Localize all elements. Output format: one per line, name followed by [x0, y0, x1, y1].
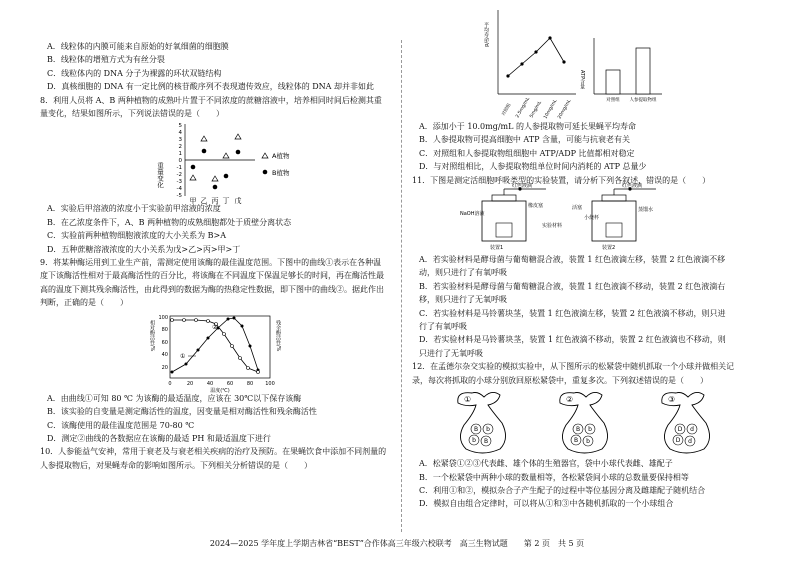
q8-category: 丙	[211, 197, 219, 206]
q9-ytick: 60	[161, 339, 168, 346]
q12-ball: B	[575, 426, 581, 434]
q10-atp-chart	[579, 38, 662, 103]
q9-xtick: 100	[265, 380, 275, 387]
q10-bar-control	[606, 70, 620, 94]
q8-point-b-yi	[201, 136, 207, 141]
q8-option-d: D．五种蔗糖溶液浓度的大小关系为戊>乙>丙>甲>丁	[47, 244, 241, 254]
q10-option-d: D．与对照组相比，人参提取物组单位时间内消耗的 ATP 总量少	[419, 162, 647, 172]
q8-ytick: 4	[178, 130, 182, 137]
q12-ball: b	[472, 437, 476, 445]
q8-weight-change-chart	[40, 120, 388, 206]
q10-bar-ylabel: ATP含量	[579, 70, 585, 90]
q11-option-b-2: 移，则只进行了无氧呼吸	[419, 295, 507, 305]
q9-xtick: 0	[168, 380, 172, 387]
q8-ylabel: 重量变化	[156, 162, 164, 189]
q10-line-xtick: 2.5mg/mL	[515, 96, 532, 119]
q12-ball: d	[690, 426, 694, 434]
q12-bag-number: ③	[668, 395, 676, 405]
q9-xlabel: 温度(℃)	[210, 387, 230, 394]
q9-enzyme-activity-chart	[40, 310, 388, 392]
q11-label: 实验材料	[542, 223, 563, 230]
q11-label: 红色液滴	[622, 183, 643, 190]
q9-ylabel-left: 相对酶活性/%	[149, 319, 155, 352]
q7-option-d: D．真核细胞的 DNA 有一定比例的核苷酸序列不表现遗传效应，线粒体的 DNA 却并非如此	[47, 82, 374, 92]
q10-lifespan-line	[508, 38, 564, 76]
q9-xtick: 80	[246, 380, 254, 387]
q8-option-b: B．在乙浓度条件下，A、B 两种植物的成熟细胞都处于质壁分离状态	[47, 217, 292, 227]
q9-xtick: 20	[186, 380, 194, 387]
q11-label: 装置2	[602, 245, 616, 252]
q10-bar-ginseng	[636, 48, 650, 94]
q8-ytick: 0	[178, 158, 182, 165]
q7-option-b: B．线粒体的增殖方式为有丝分裂	[47, 55, 165, 65]
q11-stem: 11．下图是测定活细胞呼吸类型的实验装置，请分析下列各叙述，错误的是（ ）	[412, 175, 711, 185]
q12-ball: D	[677, 426, 683, 434]
q8-legend-a-marker	[262, 153, 268, 158]
q11-label: 蒸馏水	[638, 207, 654, 214]
q9-ytick: 80	[161, 326, 168, 333]
right-column	[412, 8, 764, 511]
q12-bag-3	[662, 393, 710, 454]
q12-option-c: C．利用①和②，模拟杂合子产生配子的过程中等位基因分离及雌雄配子随机结合	[419, 485, 706, 495]
q8-category: 甲	[189, 197, 197, 206]
q12-ball: B	[473, 426, 479, 434]
q9-xtick: 60	[226, 380, 234, 387]
q9-xtick: 40	[206, 380, 214, 387]
q9-option-d: D．测定②曲线的各数据应在该酶的最适 PH 和最适温度下进行	[47, 433, 271, 443]
q8-ytick: -1	[176, 165, 182, 172]
q8-ytick: -3	[176, 179, 182, 186]
page-footer: 2024—2025 学年度上学期吉林省“BEST”合作体高三年级六校联考 高三生物试题 第 2 页 共 5 页	[209, 539, 585, 548]
q9-ytick: 100	[158, 314, 168, 321]
q9-stem-line-1: 9．将某种酶运用到工业生产前，需测定使用该酶的最佳温度范围。下图中的曲线①表示在各种温	[40, 258, 382, 268]
q11-respiration-apparatus	[412, 183, 764, 253]
q10-stem-line-1: 10．人参能益气安神，常用于衰老及与衰老相关疾病的治疗及预防。在果蝇饮食中添加不同剂量的	[40, 447, 387, 457]
q8-ytick: 5	[178, 123, 182, 130]
q12-ball: d	[688, 438, 692, 446]
q8-point-a-yi	[202, 149, 207, 154]
q8-category: 戊	[234, 197, 242, 206]
q12-bags-figure	[412, 387, 764, 457]
q8-stem-line-2: 量变化，结果如图所示，下列说法错误的是（ ）	[40, 109, 224, 119]
q8-point-a-bing	[212, 176, 218, 181]
q7-option-a: A．线粒体的内膜可能来自原始的好氧细菌的细胞膜	[47, 42, 229, 51]
q8-option-a: A．实验后甲溶液的浓度小于实验前甲溶液的浓度	[47, 204, 221, 214]
q12-option-b: B．一个松紧袋中两种小球的数量相等，各松紧袋间小球的总数量要保持相等	[419, 472, 689, 482]
q11-option-a-1: A．若实验材料是酵母菌与葡萄糖混合液，装置 1 红色液滴左移，装置 2 红色液滴不移	[419, 255, 726, 265]
q12-bag-2	[560, 393, 608, 454]
q10-line-xtick: 10mg/mL	[543, 98, 559, 120]
q8-ytick: 1	[178, 151, 182, 158]
q10-stem-line-2: 人参提取物后，对果蝇寿命的影响如图所示。下列相关分析错误的是（ ）	[40, 460, 312, 470]
q10-option-b: B．人参提取物可提高细胞中 ATP 含量，可能与抗衰老有关	[419, 135, 631, 145]
q8-legend-a: A植物	[272, 152, 290, 161]
q8-category: 丁	[222, 197, 230, 206]
q10-option-a: A．添加小于 10.0mg/mL 的人参提取物可延长果蝇平均寿命	[419, 122, 636, 131]
q10-line-xtick: 5mg/mL	[529, 100, 543, 119]
q9-option-b: B．该实验的自变量是测定酶活性的温度，因变量是相对酶活性和残余酶活性	[47, 407, 317, 417]
q10-bar-category: 对照组	[606, 98, 620, 103]
q11-option-c-1: C．若实验材料是马铃薯块茎，装置 1 红色液滴左移，装置 2 红色液滴不移动，则只进	[419, 308, 726, 318]
q11-label: NaOH溶液	[460, 211, 485, 218]
q10-bar-category: 人参提取物组	[629, 98, 657, 103]
q10-option-c: C．对照组和人参提取物组细胞中 ATP/ADP 比值都相对稳定	[419, 148, 635, 158]
q8-point-b-ding	[223, 153, 229, 158]
q8-point-a-wu	[236, 150, 241, 155]
q9-stem-line-2: 度下该酶活性相对于最高酶活性的百分比，将该酶在不同温度下保温足够长的时间，再在酶活性最	[40, 271, 384, 281]
q8-ytick: -4	[176, 186, 182, 193]
q10-lifespan-points	[506, 36, 565, 77]
q11-label: 橡皮塞	[528, 203, 544, 210]
q10-line-xtick: 20mg/mL	[557, 98, 573, 120]
column-divider	[401, 40, 402, 532]
q12-bag-1	[458, 393, 506, 454]
q8-point-b-bing	[213, 185, 218, 190]
q11-option-d-1: D．若实验材料是马铃薯块茎，装置 1 红色液滴不移动，装置 2 红色液滴也不移动，则	[419, 335, 726, 345]
q9-ytick: 20	[161, 364, 168, 371]
q11-label: 小烧杯	[584, 215, 600, 222]
q12-stem-line-1: 12．在孟德尔杂交实验的模拟实验中，从下图所示的松紧袋中随机抓取一个小球并做相关记	[412, 362, 735, 372]
q9-ytick: 40	[161, 351, 168, 358]
q9-stem-line-3: 高的温度下测其残余酶活性，由此得到的数据为酶的热稳定性数据，即下图中的曲线②。据此作出	[40, 284, 384, 294]
q9-curve-2-label: ②	[212, 323, 218, 331]
q8-ytick: 3	[178, 137, 182, 144]
q9-stem-line-4: 判断，正确的是（ ）	[40, 298, 128, 308]
q12-bag-number: ②	[566, 395, 574, 405]
q12-stem-line-2: 录，每次将抓取的小球分别放回原松紧袋中，重复多次。下列叙述错误的是（ ）	[412, 375, 708, 385]
q8-ytick: 2	[178, 144, 182, 151]
q9-ylabel-right: 残余酶活性/%	[275, 319, 281, 352]
q8-point-a-ding	[224, 174, 229, 179]
q10-figures	[412, 8, 764, 120]
q11-option-c-2: 行了有氧呼吸	[419, 322, 467, 332]
q8-point-a-jia	[190, 175, 196, 180]
q10-line-ylabel: 平均寿命/d	[483, 22, 489, 47]
q8-point-b-jia	[191, 165, 196, 170]
q12-ball: b	[486, 426, 490, 434]
q8-ytick: -5	[176, 193, 182, 200]
q11-label: 装置1	[490, 245, 504, 252]
q8-ytick: -2	[176, 172, 182, 179]
q8-category: 乙	[200, 197, 208, 206]
q9-option-c: C．该酶使用的最佳温度范围是 70-80 ℃	[47, 420, 195, 430]
q8-legend-b-marker	[263, 170, 268, 175]
q11-device-2-jar	[592, 201, 636, 241]
q11-device-1-jar	[482, 201, 526, 241]
q9-curve-1-label: ①	[180, 352, 186, 360]
q11-label: 红色液滴	[512, 183, 533, 190]
q12-ball: B	[483, 438, 489, 446]
q8-point-b-wu	[235, 134, 241, 139]
q8-option-c: C．实验前两种植物细胞液浓度的大小关系为 B>A	[47, 231, 227, 241]
q7-option-c: C．线粒体内的 DNA 分子为裸露的环状双链结构	[47, 68, 222, 78]
left-column	[40, 40, 388, 472]
q10-line-xtick: 对照组	[501, 102, 513, 117]
q12-ball: D	[675, 437, 681, 445]
q10-lifespan-chart	[483, 10, 576, 120]
q12-ball: b	[586, 438, 590, 446]
q11-option-d-2: 只进行了无氧呼吸	[419, 348, 483, 358]
q11-option-a-2: 动，则只进行了有氧呼吸	[419, 268, 507, 278]
q11-label: 活塞	[572, 205, 583, 212]
q12-ball: b	[588, 426, 592, 434]
q12-option-a: A．松紧袋①②③代表雌、雄个体的生殖器官，袋中小球代表雌、雄配子	[419, 459, 673, 469]
q8-legend-b: B植物	[272, 169, 290, 178]
q11-option-b-1: B．若实验材料是酵母菌与葡萄糖混合液，装置 1 红色液滴不移动，装置 2 红色液滴右	[419, 281, 726, 291]
q12-option-d: D．模拟自由组合定律时，可以将从①和③中各随机抓取的一个小球组合	[419, 499, 674, 509]
q12-bag-number: ①	[464, 395, 472, 405]
q8-stem-line-1: 8．利用人员将 A、B 两种植物的成熟叶片置于不同浓度的蔗糖溶液中，培养相同时间后检测其重	[40, 95, 382, 105]
q12-ball: B	[573, 437, 579, 445]
q9-option-a: A．由曲线①可知 80 ℃ 为该酶的最适温度，应该在 30℃以下保存该酶	[47, 393, 302, 403]
